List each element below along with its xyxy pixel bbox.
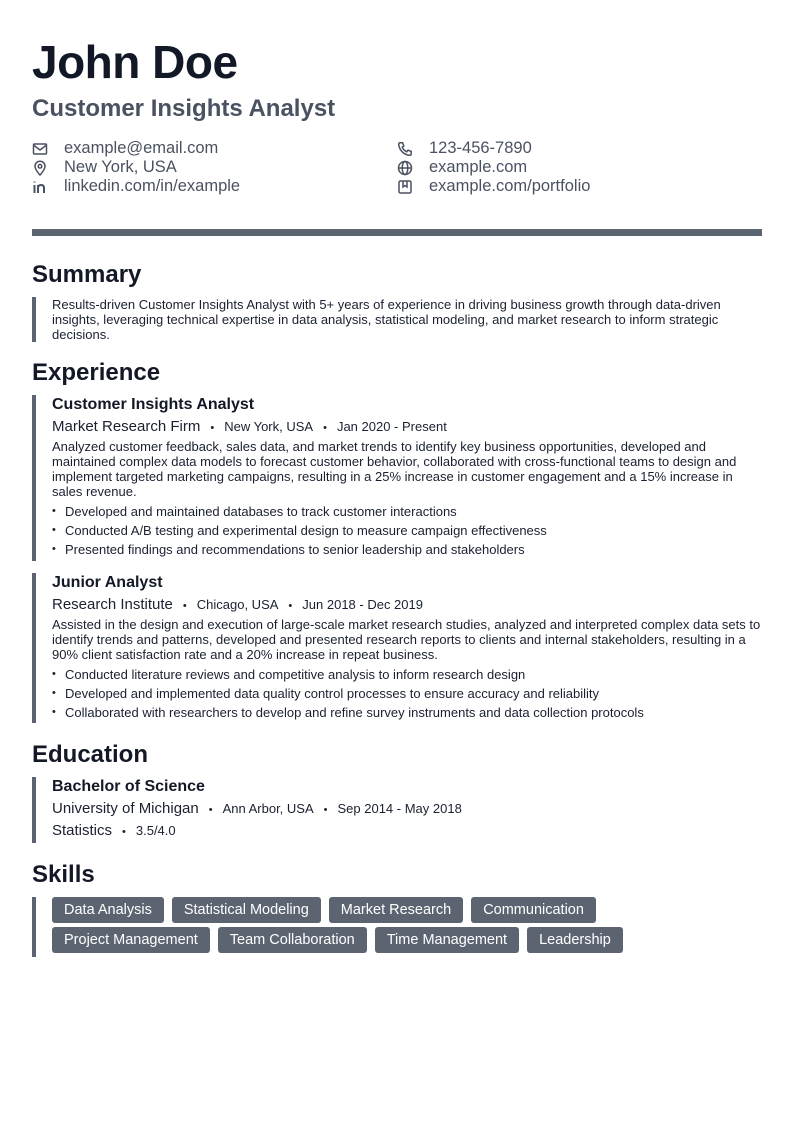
candidate-title: Customer Insights Analyst xyxy=(32,95,336,122)
header-divider xyxy=(32,229,762,236)
location-text: New York, USA xyxy=(64,158,177,176)
list-item: • Conducted A/B testing and experimental design to measure campaign effectiveness xyxy=(52,521,762,540)
list-item: • Collaborated with researchers to develop and refine survey instruments and data collection protocols xyxy=(52,703,762,722)
job-company: Market Research Firm xyxy=(52,418,201,435)
job-entry xyxy=(32,395,762,561)
job-bullets xyxy=(52,665,762,722)
contact-phone[interactable] xyxy=(397,139,532,158)
summary-heading: Summary xyxy=(32,261,142,288)
skill-chip: Market Research xyxy=(329,897,463,923)
job-title: Customer Insights Analyst xyxy=(52,396,255,413)
contact-email[interactable] xyxy=(32,139,218,158)
job-meta xyxy=(52,595,762,616)
skills-heading: Skills xyxy=(32,861,95,888)
separator-dot: • xyxy=(323,804,328,816)
portfolio-icon xyxy=(397,179,413,195)
skill-chip: Project Management xyxy=(52,927,210,953)
job-meta xyxy=(52,417,762,438)
contact-website[interactable] xyxy=(397,158,527,177)
experience-heading: Experience xyxy=(32,359,161,386)
summary-text: Results-driven Customer Insights Analyst with 5+ years of experience in driving business growth through data-driven insights, leveraging technical expertise in data analysis, statistical modeling, and market research to inform strategic decisions. xyxy=(52,297,721,342)
job-entry xyxy=(32,573,762,723)
list-item: • Presented findings and recommendations to senior leadership and stakeholders xyxy=(52,540,762,559)
phone-icon xyxy=(397,141,413,157)
candidate-name: John Doe xyxy=(32,36,238,88)
education-heading: Education xyxy=(32,741,149,768)
skill-chip: Team Collaboration xyxy=(218,927,367,953)
linkedin-icon xyxy=(32,179,48,195)
contact-portfolio[interactable] xyxy=(397,177,590,196)
degree-title: Bachelor of Science xyxy=(52,778,205,795)
job-dates: Jan 2020 - Present xyxy=(336,419,447,434)
skill-chip: Statistical Modeling xyxy=(172,897,321,923)
job-bullets xyxy=(52,502,762,559)
separator-dot: • xyxy=(210,422,215,434)
summary-block xyxy=(32,297,762,342)
separator-dot: • xyxy=(122,826,126,838)
job-location: Chicago, USA xyxy=(196,597,279,612)
skill-chip: Communication xyxy=(471,897,596,923)
job-title: Junior Analyst xyxy=(52,574,163,591)
contact-linkedin[interactable] xyxy=(32,177,240,196)
education-meta xyxy=(52,799,762,820)
job-company: Research Institute xyxy=(52,596,173,613)
mail-icon xyxy=(32,141,48,157)
separator-dot: • xyxy=(182,600,187,612)
list-item: • Developed and implemented data quality control processes to ensure accuracy and reliability xyxy=(52,684,762,703)
skills-list xyxy=(52,897,762,957)
list-item: • Developed and maintained databases to track customer interactions xyxy=(52,502,762,521)
contact-block xyxy=(32,138,762,198)
skills-block xyxy=(32,897,762,957)
list-item: • Conducted literature reviews and competitive analysis to inform research design xyxy=(52,665,762,684)
job-dates: Jun 2018 - Dec 2019 xyxy=(302,597,423,612)
education-dates: Sep 2014 - May 2018 xyxy=(337,801,462,816)
education-field: Statistics xyxy=(52,822,113,839)
school-name: University of Michigan xyxy=(52,800,199,817)
job-description: Assisted in the design and execution of large-scale market research studies, analyzed and interpreted complex data sets to identify trends and patterns, developed and presented research reports to clients and internal stakeholders, resulting in a 90% client satisfaction rate and a 20% increase in repeat business. xyxy=(52,617,761,662)
skill-chip: Leadership xyxy=(527,927,623,953)
linkedin-text: linkedin.com/in/example xyxy=(64,177,241,195)
education-entry xyxy=(32,777,762,843)
globe-icon xyxy=(397,160,413,176)
map-pin-icon xyxy=(32,160,48,176)
portfolio-text: example.com/portfolio xyxy=(429,177,591,195)
website-text: example.com xyxy=(429,158,528,176)
contact-location xyxy=(32,158,177,177)
email-text: example@email.com xyxy=(64,139,219,157)
job-location: New York, USA xyxy=(224,419,314,434)
separator-dot: • xyxy=(208,804,213,816)
separator-dot: • xyxy=(323,422,327,434)
phone-text: 123-456-7890 xyxy=(429,139,532,157)
skill-chip: Time Management xyxy=(375,927,519,953)
job-description: Analyzed customer feedback, sales data, and market trends to identify key business opportunities, developed and maintained complex data models to forecast customer behavior, collaborated with cross-functional teams to design and implement targeted marketing campaigns, resulting in a 25% increase in customer engagement and a 15% increase in sales revenue. xyxy=(52,439,737,499)
education-gpa: 3.5/4.0 xyxy=(135,823,176,838)
skill-chip: Data Analysis xyxy=(52,897,164,923)
separator-dot: • xyxy=(288,600,293,612)
education-field-row xyxy=(52,821,762,842)
school-location: Ann Arbor, USA xyxy=(222,801,314,816)
